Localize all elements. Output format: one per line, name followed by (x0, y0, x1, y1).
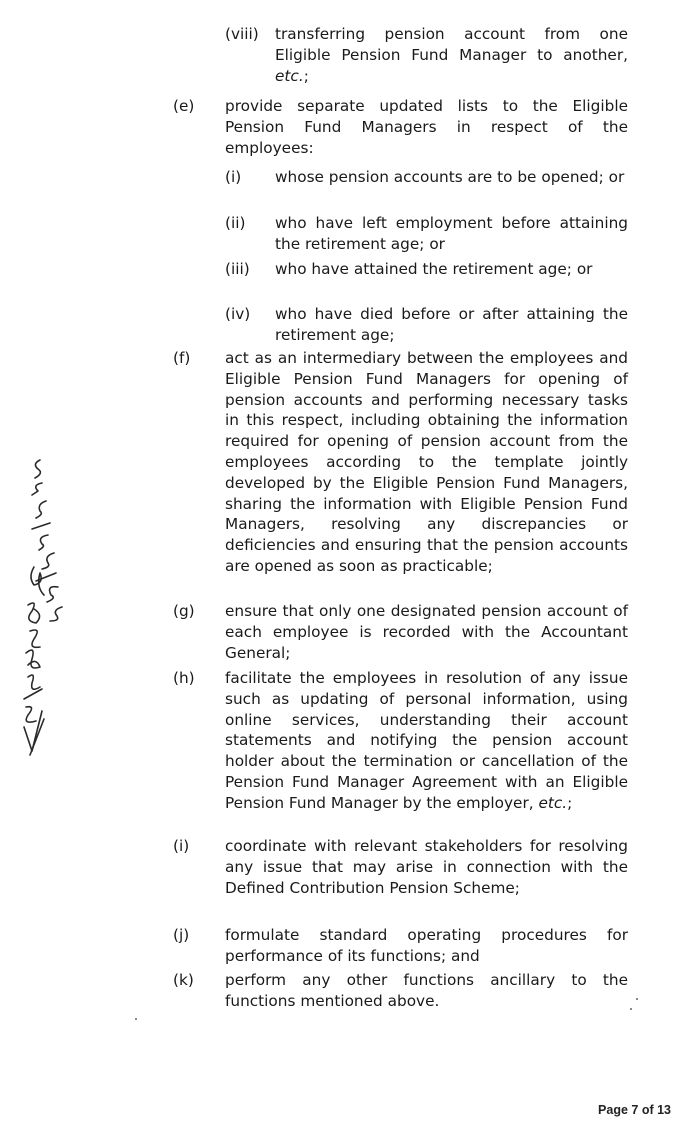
item-text: coordinate with relevant stakeholders for resolving any issue that may arise in connection with the Defined Contribution Pension Scheme; (225, 837, 628, 897)
list-item-e (173, 96, 628, 158)
scan-speck (135, 1018, 137, 1020)
list-item-i (173, 836, 628, 898)
item-text: ensure that only one designated pension account of each employee is recorded with the Accountant General; (225, 602, 628, 662)
item-label: (k) (173, 971, 194, 989)
item-label: (h) (173, 669, 195, 687)
item-text: who have attained the retirement age; or (275, 260, 593, 278)
list-item-f (173, 348, 628, 577)
item-label: (i) (225, 168, 242, 186)
list-item-viii (225, 24, 628, 86)
list-item-e-iv (225, 304, 628, 346)
item-text: whose pension accounts are to be opened; or (275, 168, 625, 186)
item-label: (viii) (225, 25, 259, 43)
item-label: (iv) (225, 305, 251, 323)
list-item-k (173, 970, 628, 1012)
page-number (598, 1100, 671, 1121)
item-label: (iii) (225, 260, 250, 278)
item-label: (ii) (225, 214, 246, 232)
item-text: who have died before or after attaining the retirement age; (275, 305, 628, 344)
item-label: (i) (173, 837, 190, 855)
page-of: of (638, 1103, 658, 1117)
item-text: act as an intermediary between the employees and Eligible Pension Fund Managers for opening of pension accounts and performing necessary tasks in this respect, including obtaining the information required for opening of pension account from the employees according to the template jointly developed by the Eligible Pension Fund Managers, sharing the information with Eligible Pension Fund Managers, resolving any discrepancies or deficiencies and ensuring that the pension accounts are opened as soon as practicable; (225, 349, 628, 575)
item-text: provide separate updated lists to the Eligible Pension Fund Managers in respect of the employees: (225, 97, 628, 157)
item-label: (f) (173, 349, 191, 367)
item-text: formulate standard operating procedures for performance of its functions; and (225, 926, 628, 965)
current-page: 7 (631, 1103, 639, 1117)
scan-speck (636, 998, 638, 1000)
item-text: who have left employment before attaining the retirement age; or (275, 214, 628, 253)
item-text: perform any other functions ancillary to the functions mentioned above. (225, 971, 628, 1010)
item-text: facilitate the employees in resolution of any issue such as updating of personal information, using online services, understanding their account statements and notifying the pension account holder about the termination or cancellation of the Pension Fund Manager Agreement with an Eligible Pension Fund Manager by the employer, etc.; (225, 669, 628, 812)
list-item-e-iii (225, 259, 628, 280)
item-label: (g) (173, 602, 195, 620)
item-text: transferring pension account from one Eligible Pension Fund Manager to another, etc.; (275, 25, 628, 85)
list-item-g (173, 601, 628, 663)
list-item-e-ii (225, 213, 628, 255)
item-label: (e) (173, 97, 195, 115)
item-label: (j) (173, 926, 190, 944)
scan-speck (630, 1008, 632, 1010)
handwritten-signature (20, 455, 95, 765)
page-prefix: Page (598, 1103, 632, 1117)
list-item-j (173, 925, 628, 967)
list-item-e-i (225, 167, 628, 188)
list-item-h (173, 668, 628, 814)
total-pages: 13 (657, 1103, 671, 1117)
